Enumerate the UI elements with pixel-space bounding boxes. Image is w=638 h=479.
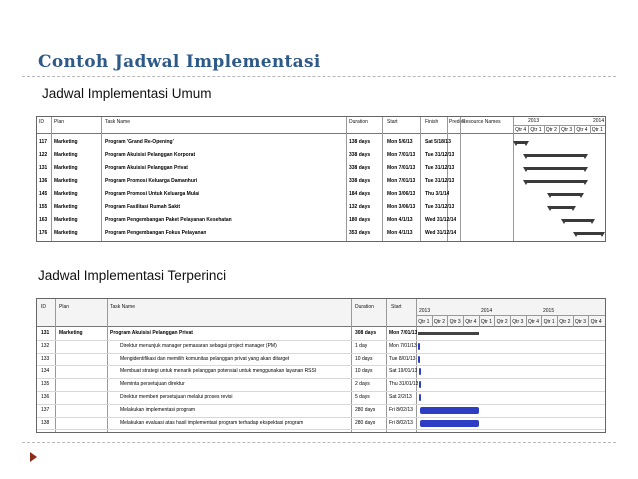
table-body	[37, 327, 605, 432]
quarter-label: Qtr 3	[561, 127, 573, 133]
plan-name: Marketing	[54, 230, 78, 236]
quarter-divider	[541, 316, 542, 327]
quarter-label: Qtr 1	[418, 319, 430, 325]
table-row[interactable]	[37, 175, 605, 188]
task-start: Fri 8/02/13	[389, 419, 413, 426]
quarter-label: Qtr 3	[574, 319, 587, 325]
col-duration-header: Duration	[355, 304, 374, 310]
bar-end-cap	[523, 141, 529, 146]
quarter-label: Qtr 3	[512, 319, 524, 325]
task-duration: 10 days	[355, 368, 373, 375]
bar-end-cap	[578, 193, 584, 198]
gantt-summary-bar	[564, 219, 592, 222]
bar-start-cap	[561, 219, 567, 224]
task-duration: 184 days	[349, 191, 371, 197]
task-start: Mon 7/01/13	[389, 330, 418, 336]
quarter-divider	[573, 316, 574, 327]
slide-title: Contoh Jadwal Implementasi	[38, 52, 321, 72]
table-body	[37, 136, 605, 241]
col-plan-header: Plan	[54, 119, 65, 125]
col-pred-header: Predec	[449, 119, 465, 125]
table-row[interactable]	[37, 188, 605, 201]
col-finish-header: Finish	[425, 119, 439, 125]
task-finish: Tue 31/12/13	[425, 178, 455, 184]
quarter-divider	[479, 316, 480, 327]
quarter-label: Qtr 1	[480, 319, 493, 325]
task-finish: Wed 31/12/14	[425, 217, 457, 223]
quarter-divider	[510, 316, 511, 327]
task-start: Mon 4/1/13	[387, 230, 413, 236]
task-finish: Thu 3/1/14	[425, 191, 450, 197]
task-duration: 5 days	[355, 394, 370, 400]
task-id: 134	[41, 368, 50, 375]
task-name: Melakukan implementasi program	[120, 406, 196, 413]
quarter-label: Qtr 3	[449, 319, 461, 325]
task-id: 131	[39, 165, 48, 171]
task-duration: 280 days	[355, 419, 376, 426]
section-heading-general: Jadwal Implementasi Umum	[42, 86, 212, 101]
task-finish: Tue 31/12/13	[425, 152, 455, 158]
table-row[interactable]	[37, 149, 605, 162]
task-start: Sat 2/2/13	[389, 394, 412, 400]
table-row[interactable]	[37, 136, 605, 149]
plan-name: Marketing	[54, 191, 78, 197]
bar-start-cap	[523, 180, 529, 185]
gantt-task-bar	[420, 420, 479, 427]
gantt-summary-bar	[526, 167, 584, 170]
quarter-label: Qtr 4	[576, 127, 588, 133]
task-name: Program Pengembangan Paket Pelayanan Kesehatan	[105, 217, 232, 223]
task-duration: 353 days	[349, 230, 371, 236]
quarter-strip	[416, 315, 605, 327]
quarter-divider	[528, 126, 529, 134]
gantt-task-bar	[420, 407, 479, 414]
quarter-label: Qtr 2	[545, 127, 557, 133]
table-row[interactable]	[37, 391, 605, 405]
bar-end-cap	[582, 154, 588, 159]
task-id: 136	[41, 394, 50, 400]
title-divider	[22, 76, 616, 77]
task-duration: 338 days	[349, 165, 371, 171]
quarter-label: Qtr 4	[465, 319, 477, 325]
gantt-task-bar	[419, 394, 421, 401]
table-row[interactable]	[37, 365, 605, 379]
task-id: 163	[39, 217, 48, 223]
quarter-divider	[588, 316, 589, 327]
task-start: Tue 8/01/13	[389, 355, 416, 362]
task-id: 122	[39, 152, 48, 158]
gantt-summary-bar	[526, 154, 584, 157]
section-heading-detailed: Jadwal Implementasi Terperinci	[38, 268, 227, 283]
table-row[interactable]	[37, 214, 605, 227]
table-row[interactable]	[37, 201, 605, 214]
task-start: Mon 7/01/13	[387, 165, 416, 171]
table-row[interactable]	[37, 378, 605, 392]
year-label: 2013	[528, 118, 540, 124]
task-id: 131	[41, 330, 50, 336]
task-name: Program Akuisisi Pelanggan Korporat	[105, 152, 196, 158]
year-label: 2014	[593, 118, 605, 124]
task-duration: 2 days	[355, 381, 370, 388]
col-plan-header: Plan	[59, 304, 70, 310]
task-finish: Sat 5/18/13	[425, 139, 451, 145]
task-duration: 132 days	[349, 204, 371, 210]
task-id: 132	[41, 342, 50, 349]
task-finish: Tue 31/12/13	[425, 204, 455, 210]
bottom-divider	[22, 442, 616, 443]
plan-name: Marketing	[59, 330, 83, 336]
task-start: Mon 7/01/13	[387, 178, 416, 184]
quarter-label: Qtr 2	[496, 319, 508, 325]
year-label: 2013	[419, 308, 431, 314]
task-duration: 1 day	[355, 342, 368, 349]
task-start: Mon 7/01/13	[387, 152, 416, 158]
gantt-summary-bar	[418, 332, 479, 335]
task-finish: Wed 31/12/14	[425, 230, 457, 236]
quarter-divider	[494, 316, 495, 327]
task-duration: 10 days	[355, 355, 373, 362]
quarter-divider	[544, 126, 545, 134]
gantt-table-detailed	[36, 298, 606, 433]
bar-start-cap	[573, 232, 579, 237]
task-duration: 308 days	[355, 330, 377, 336]
quarter-strip	[513, 125, 605, 134]
bar-start-cap	[513, 141, 519, 146]
task-start: Mon 3/06/13	[387, 191, 416, 197]
task-duration: 338 days	[349, 152, 371, 158]
quarter-label: Qtr 4	[527, 319, 540, 325]
bar-start-cap	[523, 167, 529, 172]
quarter-label: Qtr 2	[559, 319, 571, 325]
col-start-header: Start	[387, 119, 398, 125]
table-row[interactable]	[37, 162, 605, 175]
table-row[interactable]	[37, 327, 605, 341]
task-name: Program Akuisisi Pelanggan Privat	[105, 165, 188, 171]
quarter-label: Qtr 4	[515, 127, 527, 133]
table-row[interactable]	[37, 404, 605, 418]
table-row[interactable]	[37, 340, 605, 354]
gantt-table-general	[36, 116, 606, 242]
gantt-summary-bar	[526, 180, 584, 183]
plan-name: Marketing	[54, 152, 78, 158]
col-resources-header: Resource Names	[462, 119, 501, 125]
task-name: Meminta persetujuan direktur	[120, 381, 185, 388]
quarter-label: Qtr 1	[591, 127, 603, 133]
task-finish: Tue 31/12/13	[425, 165, 455, 171]
quarter-label: Qtr 1	[530, 127, 542, 133]
gantt-task-bar	[419, 368, 421, 375]
quarter-divider	[432, 316, 433, 327]
col-start-header: Start	[391, 304, 402, 310]
plan-name: Marketing	[54, 204, 78, 210]
bar-end-cap	[582, 167, 588, 172]
task-id: 155	[39, 204, 48, 210]
gantt-task-bar	[418, 343, 420, 350]
bar-end-cap	[570, 206, 576, 211]
task-id: 137	[41, 406, 50, 413]
bar-start-cap	[547, 206, 553, 211]
task-start: Mon 4/1/13	[387, 217, 413, 223]
plan-name: Marketing	[54, 217, 78, 223]
col-duration-header: Duration	[349, 119, 368, 125]
task-name: Program Fasilitasi Rumah Sakit	[105, 204, 181, 210]
task-duration: 180 days	[349, 217, 371, 223]
task-start: Thu 31/01/13	[389, 381, 419, 388]
col-task-header: Task Name	[110, 304, 136, 310]
plan-name: Marketing	[54, 139, 78, 145]
task-duration: 338 days	[349, 178, 371, 184]
quarter-label: Qtr 2	[433, 319, 446, 325]
table-row[interactable]	[37, 417, 605, 431]
table-header	[37, 117, 605, 134]
task-id: 117	[39, 139, 48, 145]
task-name: Mengidentifikasi dan memilih komunitas pelanggan privat yang akan ditarget	[120, 355, 290, 362]
bar-end-cap	[582, 180, 588, 185]
bar-end-cap	[589, 219, 595, 224]
quarter-divider	[463, 316, 464, 327]
task-start: Mon 3/06/13	[387, 204, 416, 210]
bar-end-cap	[599, 232, 605, 237]
task-start: Sat 19/01/13	[389, 368, 418, 375]
quarter-label: Qtr 4	[590, 319, 602, 325]
task-id: 135	[41, 381, 50, 388]
task-duration: 138 days	[349, 139, 371, 145]
table-header	[37, 299, 605, 327]
task-name: Membuat strategi untuk menarik pelanggan potensial untuk menggunakan layanan RSSI	[120, 368, 317, 375]
quarter-divider	[590, 126, 591, 134]
quarter-divider	[447, 316, 448, 327]
gantt-summary-bar	[550, 206, 573, 209]
year-label: 2015	[543, 308, 555, 314]
table-row[interactable]	[37, 353, 605, 367]
plan-name: Marketing	[54, 165, 78, 171]
task-name: Program Promosi Keluarga Damanhuri	[105, 178, 198, 184]
task-name: Program 'Grand Re-Opening'	[105, 139, 174, 145]
gantt-task-bar	[419, 381, 421, 388]
task-duration: 280 days	[355, 406, 376, 413]
task-id: 176	[39, 230, 48, 236]
col-id-header: ID	[39, 119, 44, 125]
task-start: Mon 7/01/13	[389, 342, 417, 349]
task-name: Direktur memberi persetujuan melalui proses revisi	[120, 394, 233, 400]
gantt-summary-bar	[576, 232, 602, 235]
quarter-divider	[557, 316, 558, 327]
table-row[interactable]	[37, 227, 605, 240]
task-id: 133	[41, 355, 50, 362]
navigation-arrow-icon[interactable]	[30, 452, 37, 462]
gantt-summary-bar	[516, 141, 526, 144]
task-id: 136	[39, 178, 48, 184]
col-task-header: Task Name	[105, 119, 131, 125]
bar-start-cap	[523, 154, 529, 159]
task-name: Program Akuisisi Pelanggan Privat	[110, 330, 193, 336]
bar-start-cap	[547, 193, 553, 198]
quarter-divider	[574, 126, 575, 134]
quarter-divider	[559, 126, 560, 134]
gantt-task-bar	[418, 356, 420, 363]
task-name: Program Promosi Untuk Keluarga Mulai	[105, 191, 200, 197]
task-name: Direktur menunjuk manager pemasaran sebagai project manager (PM)	[120, 342, 277, 349]
task-start: Fri 8/02/13	[389, 406, 413, 413]
quarter-divider	[526, 316, 527, 327]
task-id: 138	[41, 419, 50, 426]
task-name: Program Pengembangan Fokus Pelayanan	[105, 230, 207, 236]
year-label: 2014	[481, 308, 493, 314]
task-name: Melakukan evaluasi atas hasil implementasi program terhadap ekspektasi program	[120, 419, 304, 426]
quarter-label: Qtr 1	[543, 319, 555, 325]
plan-name: Marketing	[54, 178, 78, 184]
gantt-summary-bar	[550, 193, 582, 196]
task-id: 145	[39, 191, 48, 197]
task-start: Mon 5/6/13	[387, 139, 413, 145]
col-id-header: ID	[41, 304, 46, 310]
